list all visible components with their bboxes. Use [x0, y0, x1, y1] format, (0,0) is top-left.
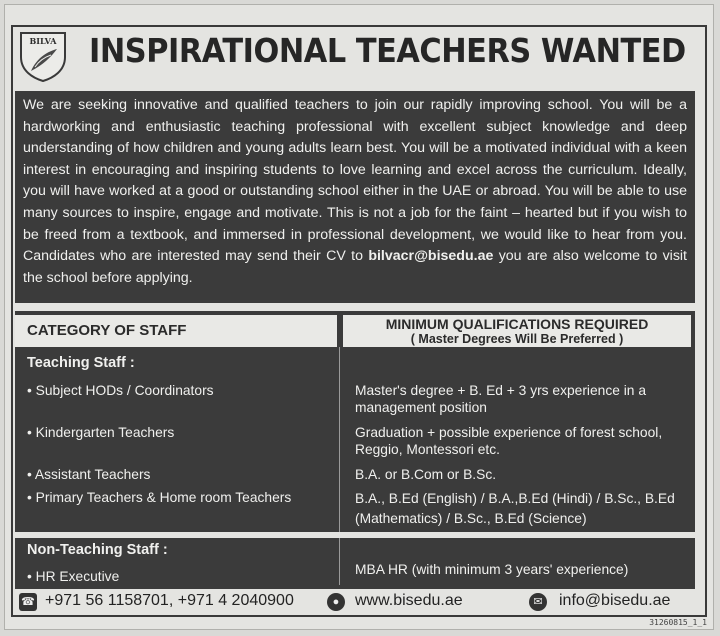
column-divider: [339, 347, 340, 585]
application-email[interactable]: bilvacr@bisedu.ae: [368, 248, 494, 265]
ad-code: 31260815_1_1: [649, 618, 707, 627]
column-header-qualifications: [343, 315, 691, 347]
role-cell: • Assistant Teachers: [27, 467, 151, 482]
headline: INSPIRATIONAL TEACHERS WANTED: [89, 31, 686, 70]
globe-icon: ●: [327, 593, 345, 611]
intro-paragraph: [15, 91, 695, 303]
intro-tail: you are also welcome to visit the school before applying.: [23, 248, 688, 286]
contact-footer: [15, 591, 695, 615]
qualifications-title: MINIMUM QUALIFICATIONS REQUIRED: [385, 316, 649, 332]
non-teaching-staff-heading: Non-Teaching Staff :: [27, 542, 168, 558]
phone-numbers[interactable]: +971 56 1158701, +971 4 2040900: [45, 592, 294, 609]
role-cell: • Primary Teachers & Home room Teachers: [27, 490, 292, 505]
contact-email[interactable]: info@bisedu.ae: [559, 592, 671, 609]
qualification-cell: Master's degree + B. Ed + 3 yrs experience in a management position: [355, 383, 646, 415]
phone-icon: ☎: [19, 593, 37, 611]
logo-text: BILVA: [29, 36, 57, 46]
advertisement: [4, 4, 714, 630]
role-cell: • HR Executive: [27, 569, 120, 584]
teaching-staff-heading: Teaching Staff :: [27, 355, 135, 371]
qualification-cell: B.A. or B.Com or B.Sc.: [355, 467, 497, 482]
intro-body: We are seeking innovative and qualified teachers to join our rapidly improving school. You will be a hardworking and enthusiastic teaching professional with excellent subject knowledge and deep understanding of how children and young adults learn best. You will be a motivated individual with a keen interest in encouraging and inspiring students to love learning and excel across the curriculum. Ideally, you will have worked at a good or outstanding school either in the UAE or abroad. You will be able to use many sources to inspire, engage and motivate. This is not a job for the faint – hearted but if you wish to be freed from a textbook, and immersed in professional development, we would like to hear from you. Candidates who are interested may send their CV to: [23, 97, 687, 265]
qualification-cell: B.A., B.Ed (English) / B.A.,B.Ed (Hindi) / B.Sc., B.Ed (Mathematics) / B.Sc., B.Ed (Science): [355, 491, 675, 526]
staff-table: [15, 311, 695, 589]
role-cell: • Kindergarten Teachers: [27, 425, 175, 440]
website-link[interactable]: www.bisedu.ae: [355, 592, 463, 609]
qualifications-subtitle: ( Master Degrees Will Be Preferred ): [410, 332, 624, 346]
school-logo: [15, 27, 71, 83]
qualification-cell: Graduation + possible experience of forest school, Reggio, Montessori etc.: [355, 425, 663, 457]
section-separator: [15, 532, 695, 538]
column-header-category: CATEGORY OF STAFF: [15, 315, 337, 347]
role-cell: • Subject HODs / Coordinators: [27, 383, 214, 398]
qualification-cell: MBA HR (with minimum 3 years' experience): [355, 562, 629, 577]
envelope-icon: ✉: [529, 593, 547, 611]
